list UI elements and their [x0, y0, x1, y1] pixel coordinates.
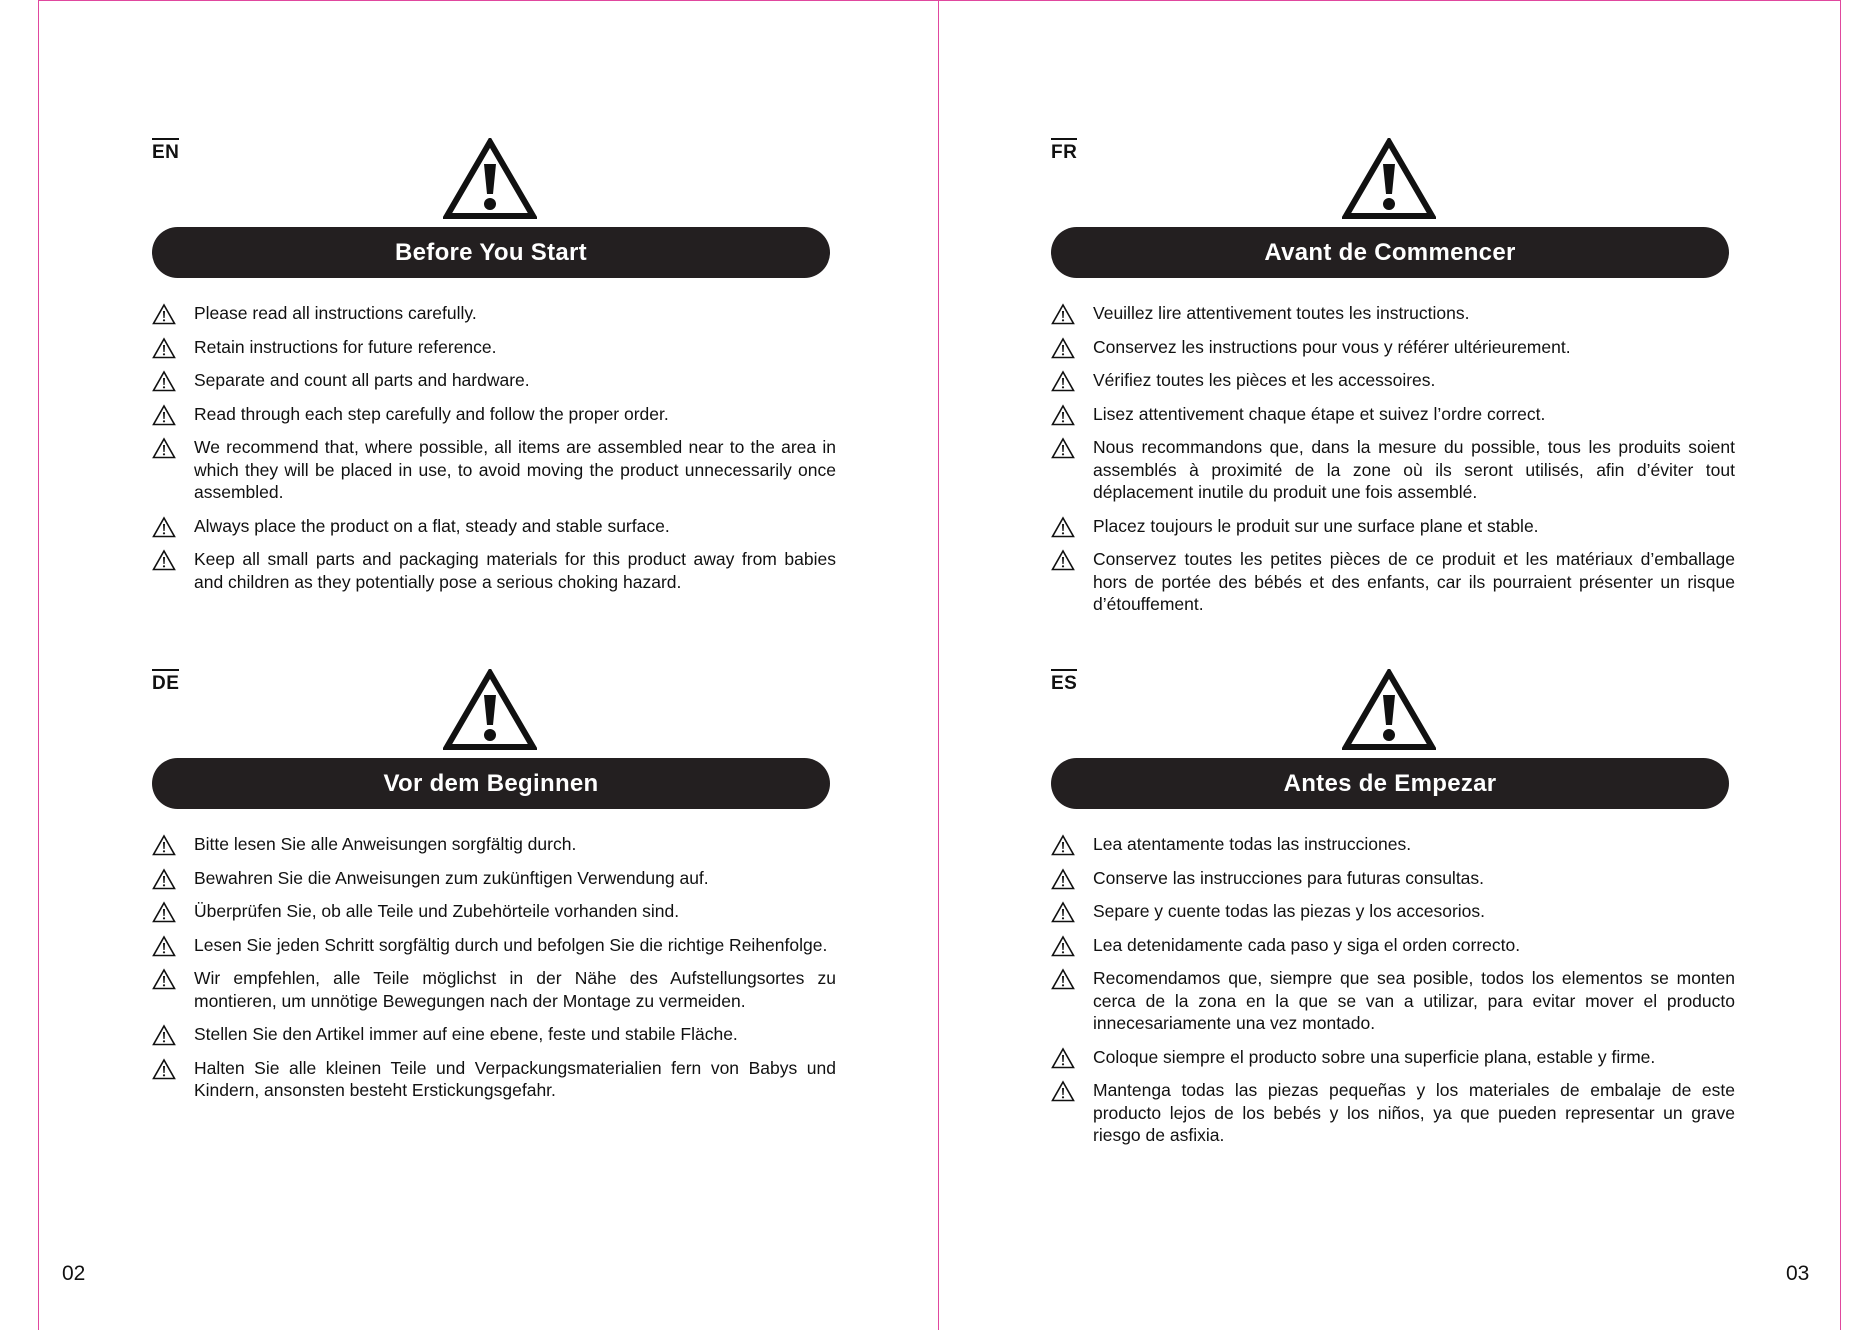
- page-number-right: 03: [1786, 1262, 1810, 1285]
- warning-triangle-icon: [1051, 868, 1075, 890]
- warning-triangle-icon: [1051, 437, 1075, 459]
- list-item: [152, 302, 836, 325]
- instruction-list: [1051, 302, 1735, 627]
- warning-triangle-icon: [1051, 1080, 1075, 1102]
- warning-triangle-icon: [1051, 549, 1075, 571]
- warning-triangle-icon: [152, 549, 176, 571]
- language-code: EN: [152, 138, 179, 163]
- list-item: [1051, 369, 1735, 392]
- list-item: [152, 548, 836, 593]
- warning-triangle-icon: [152, 337, 176, 359]
- list-item: [1051, 336, 1735, 359]
- list-item: [1051, 403, 1735, 426]
- list-item: [1051, 302, 1735, 325]
- list-item: [1051, 548, 1735, 616]
- warning-triangle-icon: [1051, 370, 1075, 392]
- list-item-text: Please read all instructions carefully.: [194, 303, 477, 323]
- list-item: [1051, 833, 1735, 856]
- list-item-text: Vérifiez toutes les pièces et les accessoires.: [1093, 370, 1436, 390]
- list-item-text: Lisez attentivement chaque étape et suivez l’ordre correct.: [1093, 403, 1546, 424]
- list-item: [152, 436, 836, 504]
- list-item-text: Conservez les instructions pour vous y référer ultérieurement.: [1093, 336, 1571, 357]
- list-item: [1051, 1046, 1735, 1069]
- warning-triangle-icon: [152, 935, 176, 957]
- language-code: ES: [1051, 669, 1077, 694]
- warning-triangle-icon: [152, 968, 176, 990]
- list-item-text: Keep all small parts and packaging materials for this product away from babies and children as they potentially pose a serious choking hazard.: [194, 549, 836, 592]
- warning-triangle-icon: [1051, 834, 1075, 856]
- warning-triangle-icon: [1051, 968, 1075, 990]
- warning-triangle-icon: [152, 516, 176, 538]
- list-item-text: Stellen Sie den Artikel immer auf eine ebene, feste und stabile Fläche.: [194, 1024, 738, 1044]
- list-item-text: Conserve las instrucciones para futuras consultas.: [1093, 867, 1485, 888]
- list-item-text: We recommend that, where possible, all items are assembled near to the area in which they will be placed in use, to avoid moving the product unnecessarily once assembled.: [194, 437, 836, 502]
- warning-triangle-icon: [152, 834, 176, 856]
- list-item-text: Veuillez lire attentivement toutes les instructions.: [1093, 303, 1470, 323]
- section-title: Vor dem Beginnen: [152, 758, 830, 809]
- list-item: [1051, 436, 1735, 504]
- list-item-text: Lesen Sie jeden Schritt sorgfältig durch und befolgen Sie die richtige Reihenfolge.: [194, 934, 828, 955]
- list-item: [152, 369, 836, 392]
- section-title: Antes de Empezar: [1051, 758, 1729, 809]
- list-item: [152, 1023, 836, 1046]
- list-item-text: Halten Sie alle kleinen Teile und Verpackungsmaterialien fern von Babys und Kindern, ansonsten besteht Erstickungsgefahr.: [194, 1057, 836, 1100]
- list-item: [152, 900, 836, 923]
- warning-triangle-icon: [1051, 935, 1075, 957]
- warning-triangle-icon: [1051, 303, 1075, 325]
- warning-triangle-icon: [1051, 404, 1075, 426]
- list-item: [1051, 934, 1735, 957]
- list-item-text: Wir empfehlen, alle Teile möglichst in der Nähe des Aufstellungsortes zu montieren, um unnötige Bewegungen nach der Montage zu vermeiden.: [194, 968, 836, 1011]
- list-item-text: Bitte lesen Sie alle Anweisungen sorgfältig durch.: [194, 834, 577, 854]
- list-item-text: Überprüfen Sie, ob alle Teile und Zubehörteile vorhanden sind.: [194, 901, 680, 921]
- warning-triangle-icon: [443, 669, 537, 751]
- list-item: [152, 1057, 836, 1102]
- list-item-text: Placez toujours le produit sur une surface plane et stable.: [1093, 515, 1539, 536]
- list-item-text: Coloque siempre el producto sobre una superficie plana, estable y firme.: [1093, 1046, 1656, 1067]
- warning-triangle-icon: [1342, 669, 1436, 751]
- list-item: [152, 336, 836, 359]
- list-item-text: Read through each step carefully and follow the proper order.: [194, 403, 669, 424]
- warning-triangle-icon: [443, 138, 537, 220]
- warning-triangle-icon: [152, 1058, 176, 1080]
- list-item-text: Separate and count all parts and hardware.: [194, 370, 530, 390]
- list-item: [152, 934, 836, 957]
- language-code: FR: [1051, 138, 1077, 163]
- warning-triangle-icon: [152, 868, 176, 890]
- list-item-text: Lea detenidamente cada paso y siga el orden correcto.: [1093, 934, 1521, 955]
- list-item: [1051, 867, 1735, 890]
- warning-triangle-icon: [152, 404, 176, 426]
- warning-triangle-icon: [152, 437, 176, 459]
- warning-triangle-icon: [1051, 337, 1075, 359]
- instruction-list: [152, 833, 836, 1113]
- list-item-text: Nous recommandons que, dans la mesure du possible, tous les produits soient assemblés à proximité de la zone où ils seront utilisés, afin d’éviter tout déplacement inutile du produit une fois assemblé.: [1093, 437, 1735, 502]
- instruction-list: [1051, 833, 1735, 1158]
- list-item: [152, 967, 836, 1012]
- list-item: [152, 833, 836, 856]
- list-item: [1051, 1079, 1735, 1147]
- warning-triangle-icon: [1051, 1047, 1075, 1069]
- list-item: [1051, 967, 1735, 1035]
- list-item-text: Bewahren Sie die Anweisungen zum zukünftigen Verwendung auf.: [194, 867, 709, 888]
- list-item: [152, 403, 836, 426]
- section-title: Before You Start: [152, 227, 830, 278]
- list-item-text: Retain instructions for future reference.: [194, 336, 497, 357]
- list-item-text: Conservez toutes les petites pièces de ce produit et les matériaux d’emballage hors de portée des bébés et des enfants, car ils pourraient présenter un risque d’étouffement.: [1093, 549, 1735, 614]
- list-item: [1051, 900, 1735, 923]
- warning-triangle-icon: [1051, 901, 1075, 923]
- section-title: Avant de Commencer: [1051, 227, 1729, 278]
- warning-triangle-icon: [1051, 516, 1075, 538]
- warning-triangle-icon: [152, 901, 176, 923]
- warning-triangle-icon: [152, 303, 176, 325]
- page-number-left: 02: [62, 1262, 86, 1285]
- list-item-text: Mantenga todas las piezas pequeñas y los materiales de embalaje de este producto lejos de los bebés y los niños, ya que pueden representar un grave riesgo de asfixia.: [1093, 1080, 1735, 1145]
- list-item-text: Separe y cuente todas las piezas y los accesorios.: [1093, 901, 1486, 921]
- list-item: [152, 867, 836, 890]
- list-item-text: Recomendamos que, siempre que sea posible, todos los elementos se monten cerca de la zona en la que se van a utilizar, para evitar mover el producto innecesariamente una vez montado.: [1093, 968, 1735, 1033]
- warning-triangle-icon: [1342, 138, 1436, 220]
- warning-triangle-icon: [152, 1024, 176, 1046]
- warning-triangle-icon: [152, 370, 176, 392]
- list-item-text: Always place the product on a flat, steady and stable surface.: [194, 515, 670, 536]
- list-item: [1051, 515, 1735, 538]
- list-item-text: Lea atentamente todas las instrucciones.: [1093, 834, 1412, 854]
- instruction-list: [152, 302, 836, 604]
- list-item: [152, 515, 836, 538]
- language-code: DE: [152, 669, 179, 694]
